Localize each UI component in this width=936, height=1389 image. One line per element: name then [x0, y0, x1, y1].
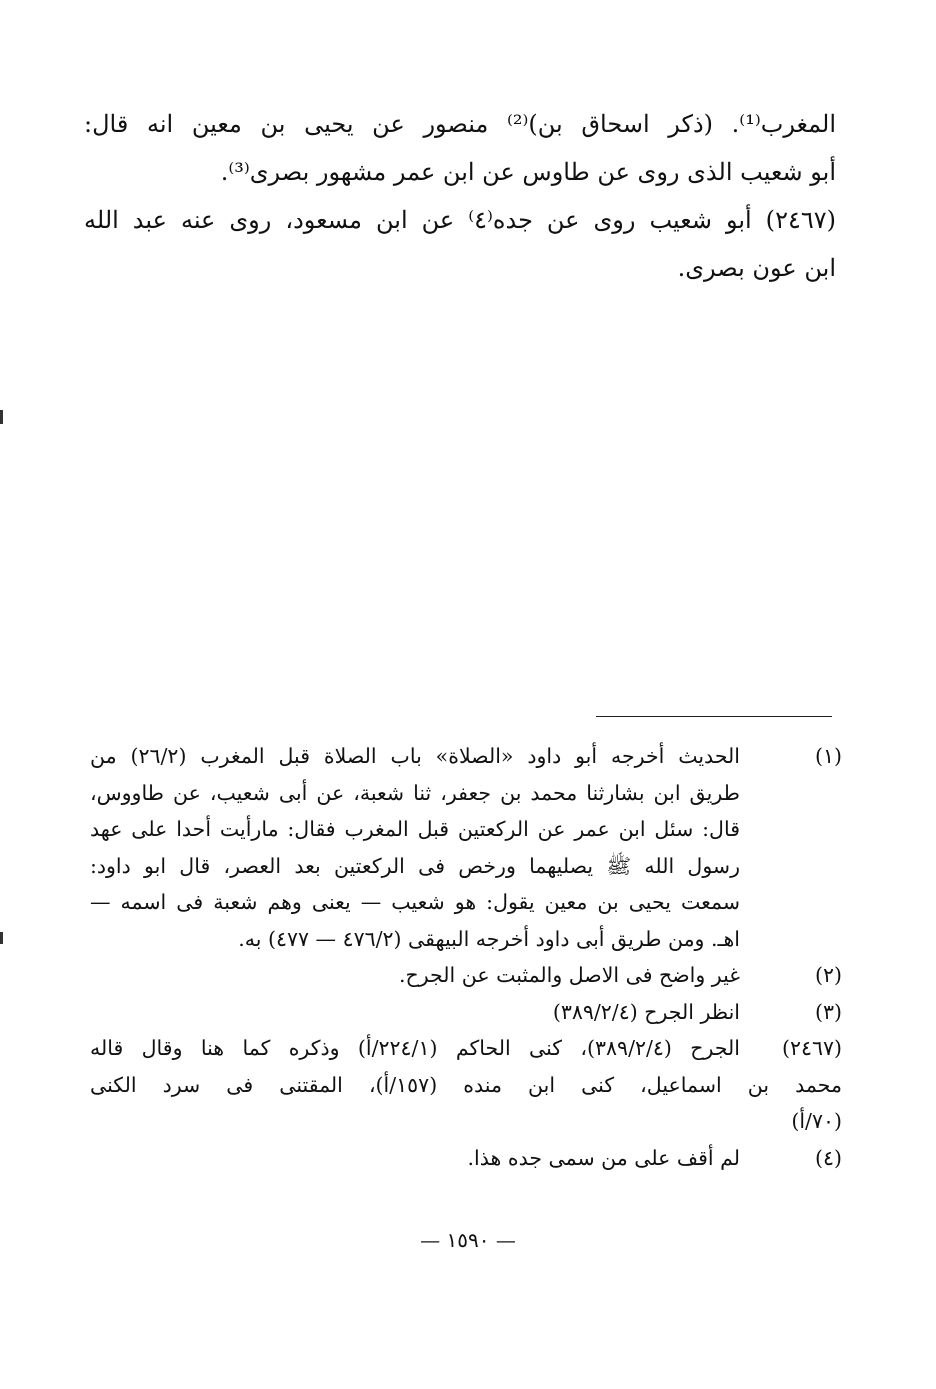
footnote-4-number: (٤)	[814, 1145, 842, 1170]
scan-edge-mark-top	[0, 410, 3, 424]
footnote-2467-first-body	[90, 1030, 740, 1067]
footnote-1-body	[90, 738, 740, 957]
main-text-line-3: (٢٤٦٧) أبو شعيب روى عن جده⁽٤⁾ عن ابن مسعود، روى عنه عبد الله	[84, 206, 836, 234]
footnote-2	[90, 957, 842, 994]
footnote-3-number: (٣)	[814, 999, 842, 1024]
main-text-line-2: أبو شعيب الذى روى عن طاوس عن ابن عمر مشهور بصرى⁽³⁾.	[220, 158, 836, 186]
footnote-2467-number: (٢٤٦٧)	[781, 1036, 842, 1060]
page-number: — ١٥٩٠ —	[420, 1228, 516, 1252]
footnote-2-line-1: غير واضح فى الاصل والمثبت عن الجرح.	[398, 963, 740, 987]
footnote-4-line-1: لم أقف على من سمى جده هذا.	[467, 1145, 740, 1170]
footnote-1-line-6: اهـ. ومن طريق أبى داود أخرجه البيهقى (٤٧٦/٢ — ٤٧٧) به.	[238, 926, 740, 951]
footnote-2467-line-3: (٧٠/أ)	[791, 1109, 842, 1133]
footnote-3-body	[90, 994, 740, 1031]
footnote-1-line-3: قال: سئل ابن عمر عن الركعتين قبل المغرب فقال: مارأيت أحدا على عهد	[90, 817, 740, 841]
footnote-2-number: (٢)	[814, 963, 842, 987]
footnote-2467-line-2: محمد بن اسماعيل، كنى ابن منده (١٥٧/أ)، المقتنى فى سرد الكنى	[90, 1072, 842, 1097]
footnote-2-body	[90, 957, 740, 994]
footnote-4-body	[90, 1140, 740, 1177]
footnote-2467	[90, 1030, 842, 1140]
footnote-3	[90, 994, 842, 1031]
footnote-1-line-2: طريق ابن بشارثنا محمد بن جعفر، ثنا شعبة، عن أبى شعيب، عن طاووس،	[90, 780, 740, 805]
footnote-1-line-5: سمعت يحيى بن معين يقول: هو شعيب — يعنى وهم شعبة فى اسمه —	[90, 890, 740, 914]
main-text-line-1: المغرب⁽¹⁾. (ذكر اسحاق بن)⁽²⁾ منصور عن يحيى بن معين انه قال:	[84, 110, 836, 138]
footnote-2467-line-1: الجرح (٣٨٩/٢/٤)، كنى الحاكم (٢٢٤/١/أ) وذكره كما هنا وقال قاله	[90, 1036, 740, 1060]
footnote-separator	[596, 716, 832, 717]
footnotes	[90, 738, 842, 1176]
footnote-1	[90, 738, 842, 957]
main-text-line-4: ابن عون بصرى.	[677, 254, 836, 282]
footnote-3-line-1: انظر الجرح (٣٨٩/٢/٤)	[552, 999, 740, 1024]
footnote-2467-first-row	[90, 1030, 842, 1067]
footnote-1-line-1: الحديث أخرجه أبو داود «الصلاة» باب الصلاة قبل المغرب (٢٦/٢) من	[90, 744, 740, 768]
footnote-4	[90, 1140, 842, 1177]
footnote-1-number: (١)	[814, 744, 842, 768]
main-text	[84, 100, 836, 292]
footnote-1-line-4: رسول الله ﷺ يصليهما ورخص فى الركعتين بعد العصر، قال ابو داود:	[90, 853, 740, 878]
scan-edge-mark-bottom	[0, 932, 3, 944]
